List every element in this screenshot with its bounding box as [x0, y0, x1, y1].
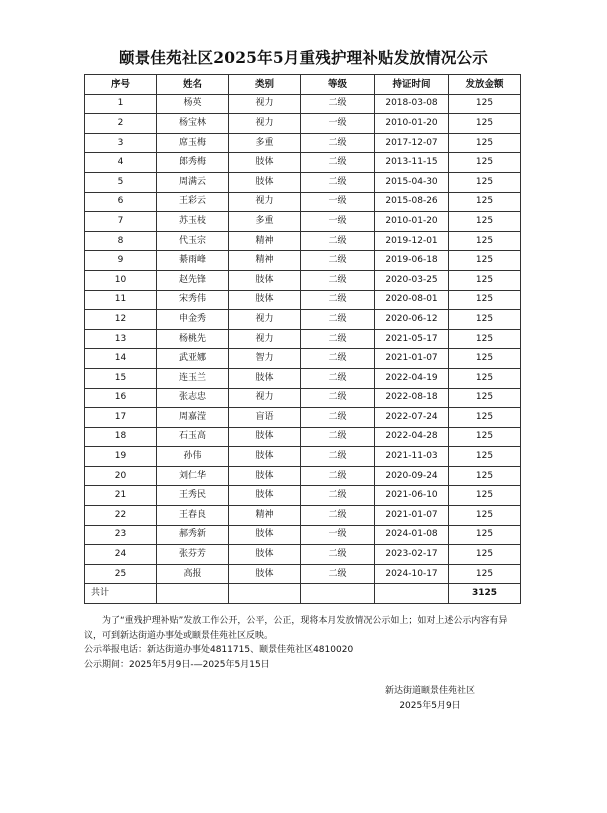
cell-name: 高报 [157, 564, 229, 584]
cell-level: 一级 [301, 525, 375, 545]
cell-level: 二级 [301, 408, 375, 428]
cell-level: 二级 [301, 427, 375, 447]
cell-name: 王秀民 [157, 486, 229, 506]
page-title: 颐景佳苑社区2025年5月重残护理补贴发放情况公示 [119, 48, 488, 67]
total-empty-cell [229, 584, 301, 604]
cell-name: 申金秀 [157, 310, 229, 330]
table-row [85, 310, 521, 330]
cell-category: 肢体 [229, 564, 301, 584]
cell-cert-date: 2018-03-08 [375, 94, 449, 114]
cell-index: 11 [85, 290, 157, 310]
cell-level: 二级 [301, 466, 375, 486]
table-row [85, 153, 521, 173]
cell-index: 10 [85, 270, 157, 290]
cell-level: 二级 [301, 564, 375, 584]
cell-name: 苏玉枝 [157, 212, 229, 232]
cell-cert-date: 2010-01-20 [375, 212, 449, 232]
cell-name: 郝秀新 [157, 525, 229, 545]
cell-category: 肢体 [229, 466, 301, 486]
cell-index: 25 [85, 564, 157, 584]
cell-index: 21 [85, 486, 157, 506]
cell-index: 20 [85, 466, 157, 486]
cell-amount: 125 [449, 153, 521, 173]
cell-level: 二级 [301, 290, 375, 310]
cell-category: 视力 [229, 94, 301, 114]
cell-amount: 125 [449, 310, 521, 330]
cell-category: 精神 [229, 251, 301, 271]
cell-cert-date: 2019-06-18 [375, 251, 449, 271]
cell-amount: 125 [449, 192, 521, 212]
table-header-row [85, 75, 521, 95]
cell-level: 二级 [301, 133, 375, 153]
cell-cert-date: 2024-01-08 [375, 525, 449, 545]
cell-cert-date: 2021-06-10 [375, 486, 449, 506]
cell-amount: 125 [449, 133, 521, 153]
subsidy-table [84, 74, 521, 604]
cell-index: 5 [85, 172, 157, 192]
cell-category: 肢体 [229, 153, 301, 173]
cell-amount: 125 [449, 290, 521, 310]
table-row [85, 231, 521, 251]
cell-amount: 125 [449, 251, 521, 271]
header-index: 序号 [85, 75, 157, 95]
cell-category: 肢体 [229, 447, 301, 467]
total-empty-cell [375, 584, 449, 604]
total-label: 共计 [85, 584, 157, 604]
total-empty-cell [157, 584, 229, 604]
signature-block [365, 684, 495, 714]
total-row [85, 584, 521, 604]
cell-level: 二级 [301, 368, 375, 388]
table-row [85, 545, 521, 565]
cell-amount: 125 [449, 329, 521, 349]
cell-level: 二级 [301, 545, 375, 565]
cell-level: 二级 [301, 329, 375, 349]
cell-level: 二级 [301, 153, 375, 173]
signature-date: 2025年5月9日 [399, 701, 461, 711]
cell-name: 刘仁华 [157, 466, 229, 486]
cell-category: 多重 [229, 212, 301, 232]
table-row [85, 564, 521, 584]
notice-text [84, 614, 524, 672]
cell-index: 22 [85, 506, 157, 526]
cell-cert-date: 2022-04-19 [375, 368, 449, 388]
notice-paragraph: 为了“重残护理补贴”发放工作公开，公平，公正，现将本月发放情况公示如上；如对上述公示内容有异议，可到新达街道办事处或颐景佳苑社区反映。 [84, 616, 508, 641]
cell-name: 周满云 [157, 172, 229, 192]
cell-index: 8 [85, 231, 157, 251]
cell-name: 赵先锋 [157, 270, 229, 290]
table-row [85, 408, 521, 428]
cell-name: 王彩云 [157, 192, 229, 212]
cell-amount: 125 [449, 349, 521, 369]
cell-cert-date: 2023-02-17 [375, 545, 449, 565]
cell-category: 肢体 [229, 270, 301, 290]
cell-level: 二级 [301, 506, 375, 526]
cell-category: 多重 [229, 133, 301, 153]
cell-cert-date: 2020-03-25 [375, 270, 449, 290]
cell-amount: 125 [449, 94, 521, 114]
header-amount: 发放金额 [449, 75, 521, 95]
cell-level: 一级 [301, 212, 375, 232]
cell-amount: 125 [449, 408, 521, 428]
notice-phone: 公示举报电话：新达街道办事处4811715、颐景佳苑社区4810020 [84, 645, 354, 655]
cell-index: 4 [85, 153, 157, 173]
cell-category: 视力 [229, 388, 301, 408]
cell-category: 肢体 [229, 368, 301, 388]
cell-level: 一级 [301, 192, 375, 212]
cell-category: 视力 [229, 192, 301, 212]
table-row [85, 466, 521, 486]
table-row [85, 506, 521, 526]
cell-name: 石玉高 [157, 427, 229, 447]
cell-index: 1 [85, 94, 157, 114]
table-row [85, 172, 521, 192]
cell-category: 盲语 [229, 408, 301, 428]
cell-name: 杨桃先 [157, 329, 229, 349]
cell-index: 6 [85, 192, 157, 212]
table-row [85, 133, 521, 153]
cell-index: 3 [85, 133, 157, 153]
cell-category: 肢体 [229, 427, 301, 447]
cell-amount: 125 [449, 270, 521, 290]
cell-amount: 125 [449, 212, 521, 232]
table-row [85, 212, 521, 232]
cell-index: 23 [85, 525, 157, 545]
header-category: 类别 [229, 75, 301, 95]
cell-level: 一级 [301, 114, 375, 134]
cell-cert-date: 2024-10-17 [375, 564, 449, 584]
table-row [85, 329, 521, 349]
signature-org: 新达街道颐景佳苑社区 [384, 686, 475, 696]
cell-category: 精神 [229, 506, 301, 526]
table-row [85, 388, 521, 408]
cell-level: 二级 [301, 251, 375, 271]
cell-cert-date: 2022-04-28 [375, 427, 449, 447]
cell-amount: 125 [449, 545, 521, 565]
cell-amount: 125 [449, 506, 521, 526]
cell-amount: 125 [449, 172, 521, 192]
cell-level: 二级 [301, 172, 375, 192]
cell-cert-date: 2021-01-07 [375, 349, 449, 369]
cell-cert-date: 2019-12-01 [375, 231, 449, 251]
cell-index: 19 [85, 447, 157, 467]
cell-cert-date: 2022-08-18 [375, 388, 449, 408]
table-row [85, 290, 521, 310]
cell-index: 17 [85, 408, 157, 428]
cell-amount: 125 [449, 114, 521, 134]
cell-category: 肢体 [229, 525, 301, 545]
cell-cert-date: 2020-09-24 [375, 466, 449, 486]
cell-cert-date: 2017-12-07 [375, 133, 449, 153]
table-row [85, 192, 521, 212]
cell-index: 15 [85, 368, 157, 388]
cell-category: 视力 [229, 310, 301, 330]
table-row [85, 486, 521, 506]
cell-cert-date: 2020-06-12 [375, 310, 449, 330]
cell-category: 视力 [229, 114, 301, 134]
cell-index: 12 [85, 310, 157, 330]
cell-cert-date: 2020-08-01 [375, 290, 449, 310]
cell-cert-date: 2021-05-17 [375, 329, 449, 349]
cell-amount: 125 [449, 388, 521, 408]
table-row [85, 427, 521, 447]
cell-index: 2 [85, 114, 157, 134]
cell-index: 16 [85, 388, 157, 408]
cell-name: 郎秀梅 [157, 153, 229, 173]
cell-category: 智力 [229, 349, 301, 369]
cell-index: 18 [85, 427, 157, 447]
cell-level: 二级 [301, 447, 375, 467]
header-name: 姓名 [157, 75, 229, 95]
table-row [85, 349, 521, 369]
cell-index: 24 [85, 545, 157, 565]
cell-amount: 125 [449, 447, 521, 467]
cell-name: 宋秀伟 [157, 290, 229, 310]
cell-name: 席玉梅 [157, 133, 229, 153]
cell-category: 肢体 [229, 290, 301, 310]
cell-index: 13 [85, 329, 157, 349]
cell-category: 精神 [229, 231, 301, 251]
table-row [85, 270, 521, 290]
cell-amount: 125 [449, 486, 521, 506]
cell-cert-date: 2013-11-15 [375, 153, 449, 173]
cell-name: 张志忠 [157, 388, 229, 408]
cell-amount: 125 [449, 427, 521, 447]
cell-name: 连玉兰 [157, 368, 229, 388]
cell-name: 张芬芳 [157, 545, 229, 565]
notice-period: 公示期间：2025年5月9日-—2025年5月15日 [84, 659, 270, 670]
cell-name: 周嘉滢 [157, 408, 229, 428]
cell-level: 二级 [301, 388, 375, 408]
cell-level: 二级 [301, 349, 375, 369]
cell-cert-date: 2021-11-03 [375, 447, 449, 467]
cell-level: 二级 [301, 94, 375, 114]
cell-level: 二级 [301, 231, 375, 251]
cell-index: 14 [85, 349, 157, 369]
cell-name: 王春良 [157, 506, 229, 526]
table-row [85, 525, 521, 545]
table-row [85, 447, 521, 467]
cell-name: 孙伟 [157, 447, 229, 467]
cell-index: 9 [85, 251, 157, 271]
table-row [85, 94, 521, 114]
cell-name: 代玉宗 [157, 231, 229, 251]
cell-category: 肢体 [229, 172, 301, 192]
cell-amount: 125 [449, 564, 521, 584]
cell-level: 二级 [301, 486, 375, 506]
cell-category: 肢体 [229, 486, 301, 506]
header-level: 等级 [301, 75, 375, 95]
cell-level: 二级 [301, 310, 375, 330]
cell-amount: 125 [449, 231, 521, 251]
cell-cert-date: 2010-01-20 [375, 114, 449, 134]
table-row [85, 114, 521, 134]
cell-cert-date: 2015-08-26 [375, 192, 449, 212]
cell-cert-date: 2022-07-24 [375, 408, 449, 428]
cell-name: 綦雨峰 [157, 251, 229, 271]
table-body [85, 94, 521, 584]
cell-name: 武亚娜 [157, 349, 229, 369]
cell-cert-date: 2015-04-30 [375, 172, 449, 192]
cell-level: 二级 [301, 270, 375, 290]
table-row [85, 368, 521, 388]
cell-amount: 125 [449, 368, 521, 388]
cell-amount: 125 [449, 466, 521, 486]
cell-cert-date: 2021-01-07 [375, 506, 449, 526]
cell-category: 肢体 [229, 545, 301, 565]
table-row [85, 251, 521, 271]
total-empty-cell [301, 584, 375, 604]
cell-amount: 125 [449, 525, 521, 545]
cell-name: 杨宝林 [157, 114, 229, 134]
cell-index: 7 [85, 212, 157, 232]
cell-category: 视力 [229, 329, 301, 349]
header-cert-date: 持证时间 [375, 75, 449, 95]
total-amount: 3125 [449, 584, 521, 604]
cell-name: 杨英 [157, 94, 229, 114]
